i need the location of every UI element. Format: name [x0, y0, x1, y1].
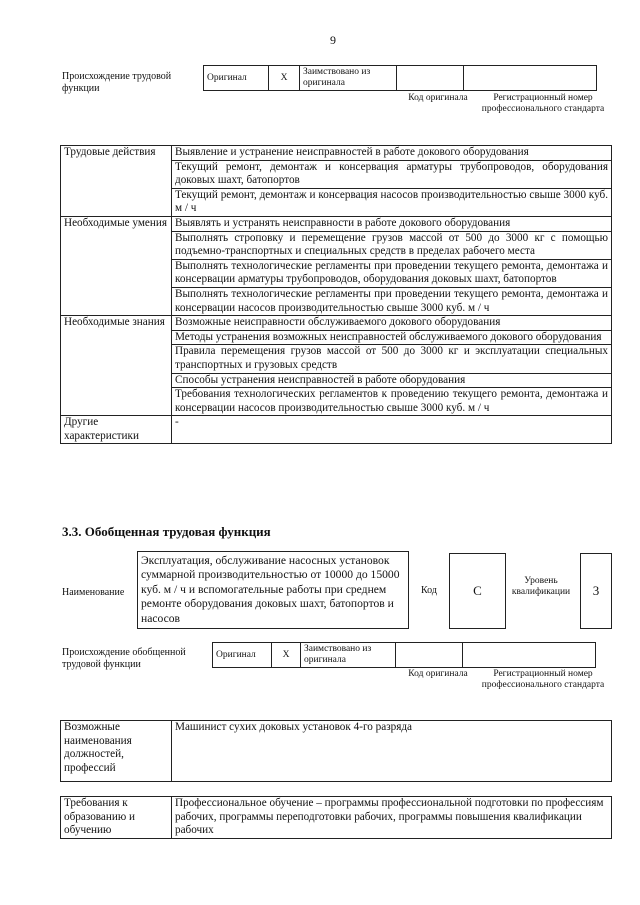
- other-characteristics-label: Другие характеристики: [61, 416, 172, 444]
- table-cell: Возможные неисправности обслуживаемого докового оборудования: [172, 316, 612, 331]
- table-cell: Требования технологических регламентов к проведению текущего ремонта, демонтажа и консервации насосов производительностью свыше 3000 куб. м / ч: [172, 388, 612, 416]
- page-number: 9: [330, 33, 336, 47]
- level-value-box: 3: [580, 553, 612, 629]
- reg-number-cell: [464, 66, 597, 91]
- general-origin-table: [212, 642, 596, 668]
- original-label: Оригинал: [204, 66, 269, 91]
- education-value: Профессиональное обучение – программы профессиональной подготовки по профессиям рабочих, программы переподготовки рабочих, программы повышения квалификации рабочих: [172, 797, 612, 839]
- original-mark: X: [269, 66, 300, 91]
- reg-number-cell: [463, 643, 596, 668]
- labor-function-table: [60, 145, 612, 444]
- general-origin-label: Происхождение обобщенной трудовой функции: [62, 647, 186, 670]
- level-label: Уровень квалификации: [511, 576, 571, 597]
- table-cell: Выполнять строповку и перемещение грузов массой от 500 до 3000 кг с помощью подъемно-транспортных и специальных средств в пределах рабочего места: [172, 231, 612, 259]
- original-mark: X: [272, 643, 301, 668]
- table-cell: Выполнять технологические регламенты при проведении текущего ремонта, демонтажа и консервации насосов производительностью свыше 3000 куб. м / ч: [172, 287, 612, 315]
- code-value-box: C: [449, 553, 506, 629]
- original-code-cell: [396, 643, 463, 668]
- education-table: [60, 796, 612, 839]
- original-code-caption: Код оригинала: [408, 93, 468, 103]
- reg-number-caption: Регистрационный номер профессионального стандарта: [481, 93, 605, 114]
- reg-number-caption: Регистрационный номер профессионального стандарта: [481, 669, 605, 690]
- borrowed-label: Заимствовано из оригинала: [301, 643, 396, 668]
- required-skills-label: Необходимые умения: [61, 216, 172, 315]
- table-cell: Текущий ремонт, демонтаж и консервация насосов производительностью свыше 3000 куб. м / ч: [172, 188, 612, 216]
- education-label: Требования к образованию и обучению: [61, 797, 172, 839]
- table-cell: Правила перемещения грузов массой от 500 до 3000 кг и эксплуатации специальных транспортных и грузовых средств: [172, 345, 612, 373]
- original-code-caption: Код оригинала: [408, 669, 468, 679]
- original-code-cell: [397, 66, 464, 91]
- origin-label: Происхождение трудовой функции: [62, 71, 172, 94]
- original-label: Оригинал: [213, 643, 272, 668]
- job-titles-table: [60, 720, 612, 782]
- table-cell: Выявлять и устранять неисправности в работе докового оборудования: [172, 216, 612, 231]
- job-titles-label: Возможные наименования должностей, профессий: [61, 721, 172, 782]
- function-name-box: Эксплуатация, обслуживание насосных установок суммарной производительностью от 10000 до 15000 куб. м / ч и вспомогательные работы при среднем ремонте оборудования доковых шахт, батопортов и насосов: [137, 551, 409, 629]
- job-titles-value: Машинист сухих доковых установок 4-го разряда: [172, 721, 612, 782]
- origin-table: [203, 65, 597, 91]
- section-heading: 3.3. Обобщенная трудовая функция: [62, 524, 271, 539]
- table-cell: Способы устранения неисправностей в работе оборудования: [172, 373, 612, 388]
- table-cell: -: [172, 416, 612, 444]
- code-label: Код: [421, 585, 437, 596]
- table-cell: Выявление и устранение неисправностей в работе докового оборудования: [172, 146, 612, 161]
- table-cell: Выполнять технологические регламенты при проведении текущего ремонта, демонтажа и консервации арматуры трубопроводов, оборудования доковых шахт, батопортов: [172, 259, 612, 287]
- table-cell: Методы устранения возможных неисправностей обслуживаемого докового оборудования: [172, 330, 612, 345]
- borrowed-label: Заимствовано из оригинала: [300, 66, 397, 91]
- labor-actions-label: Трудовые действия: [61, 146, 172, 217]
- name-label: Наименование: [62, 587, 125, 598]
- table-cell: Текущий ремонт, демонтаж и консервация арматуры трубопроводов, оборудования доковых шахт, батопортов: [172, 160, 612, 188]
- required-knowledge-label: Необходимые знания: [61, 316, 172, 416]
